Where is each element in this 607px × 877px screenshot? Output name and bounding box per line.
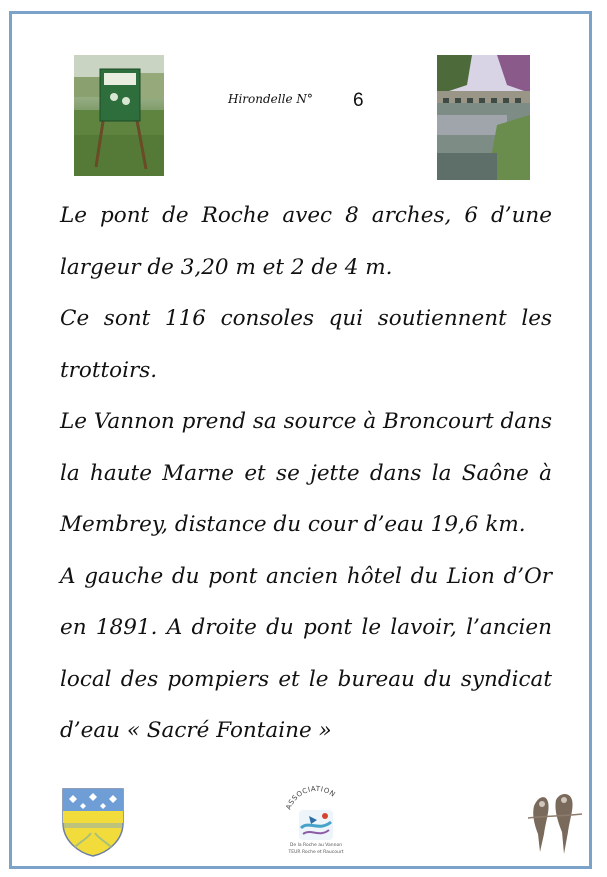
- header-label: Hirondelle N°: [228, 92, 313, 106]
- coat-of-arms-icon: [61, 787, 125, 857]
- paragraph-vannon: Le Vannon prend sa source à Broncourt dans la haute Marne et se jette dans la Saône à Membrey, distance du cour d’eau 19,6 km.: [60, 409, 552, 537]
- paragraph-bridge: Le pont de Roche avec 8 arches, 6 d’une largeur de 3,20 m et 2 de 4 m.: [60, 203, 552, 280]
- header-number: 6: [353, 90, 364, 111]
- association-logo: [279, 784, 353, 860]
- bridge-photo: [437, 55, 530, 180]
- association-logo-bottom: TEUR Roche et Raucourt: [288, 850, 344, 855]
- main-text: [60, 190, 552, 757]
- sign-photo-illustration: [74, 55, 164, 176]
- bridge-photo-illustration: [437, 55, 530, 180]
- svg-text:ASSOCIATION: [285, 785, 337, 811]
- association-logo-subtitle: De la Roche au Vannon: [289, 843, 343, 848]
- association-logo-title: ASSOCIATION: [284, 784, 337, 811]
- swallows-icon: [524, 786, 584, 858]
- sign-photo: [74, 55, 164, 176]
- paragraph-consoles: Ce sont 116 consoles qui soutiennent les trottoirs.: [60, 306, 552, 383]
- paragraph-hotel: A gauche du pont ancien hôtel du Lion d’Or en 1891. A droite du pont le lavoir, l’ancien local des pompiers et le bureau du syndicat d’eau « Sacré Fontaine »: [60, 563, 552, 743]
